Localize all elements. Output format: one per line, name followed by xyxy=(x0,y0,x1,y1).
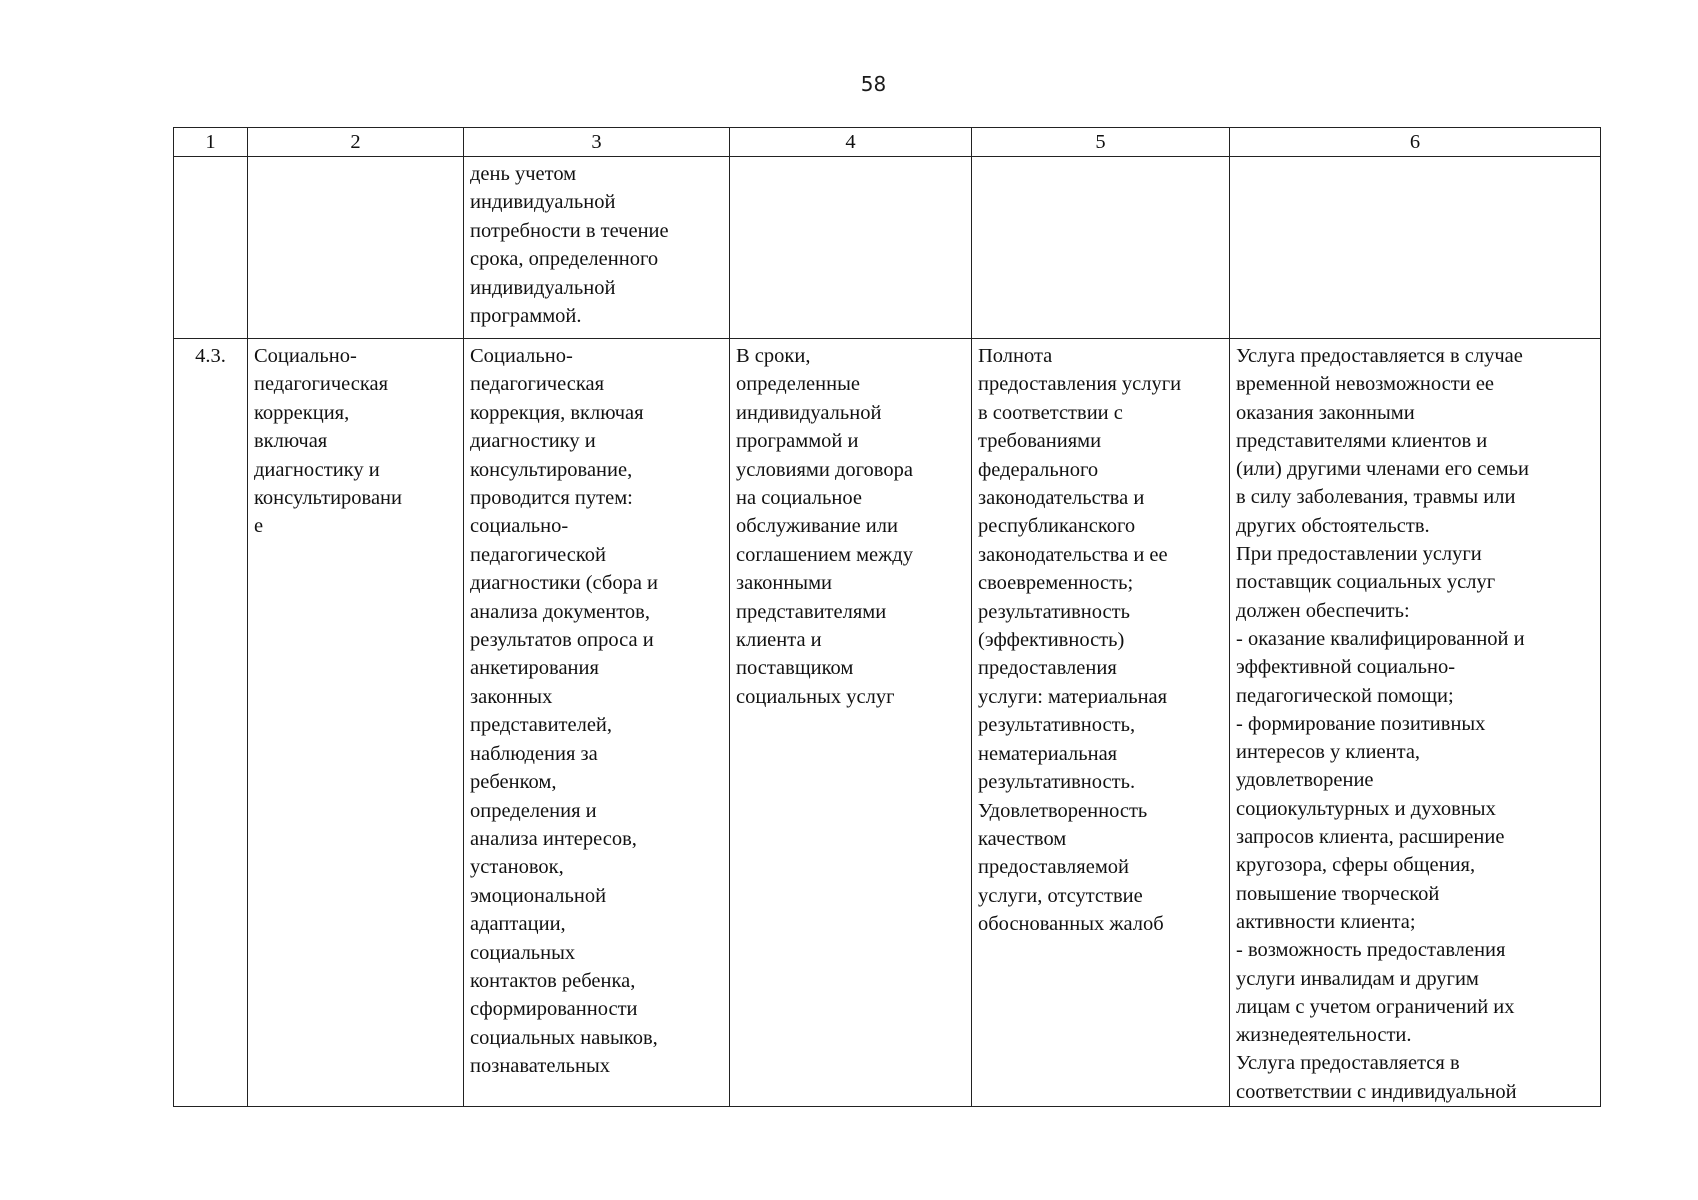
table-cell xyxy=(1230,157,1601,339)
table-row xyxy=(174,157,1601,339)
column-header: 2 xyxy=(248,128,464,157)
row-number-cell: 4.3. xyxy=(174,339,248,1107)
table-cell xyxy=(174,157,248,339)
service-conditions-cell: Услуга предоставляется в случае временной невозможности ее оказания законными представителями клиентов и (или) другими членами его семьи в силу заболевания, травмы или других обстоятельств. При предоставлении услуги поставщик социальных услуг должен обеспечить: - оказание квалифицированной и эффективной социально- педагогической помощи; - формирование позитивных интересов у клиента, удовлетворение социокультурных и духовных запросов клиента, расширение кругозора, сферы общения, повышение творческой активности клиента; - возможность предоставления услуги инвалидам и другим лицам с учетом ограничений их жизнедеятельности. Услуга предоставляется в соответствии с индивидуальной xyxy=(1230,339,1601,1107)
service-description-cell: Социально- педагогическая коррекция, включая диагностику и консультирование, проводится путем: социально- педагогической диагностики (сбора и анализа документов, результатов опроса и анкетирования законных представителей, наблюдения за ребенком, определения и анализа интересов, установок, эмоциональной адаптации, социальных контактов ребенка, сформированности социальных навыков, познавательных xyxy=(464,339,730,1107)
table-cell: день учетом индивидуальной потребности в течение срока, определенного индивидуальной программой. xyxy=(464,157,730,339)
table-cell xyxy=(248,157,464,339)
table-row xyxy=(174,339,1601,1107)
column-header: 6 xyxy=(1230,128,1601,157)
page-number: 58 xyxy=(860,72,887,96)
column-header: 1 xyxy=(174,128,248,157)
column-header: 3 xyxy=(464,128,730,157)
table-cell xyxy=(972,157,1230,339)
service-name-cell: Социально- педагогическая коррекция, включая диагностику и консультировани е xyxy=(248,339,464,1107)
services-table xyxy=(173,127,1601,1107)
quality-indicators-cell: Полнота предоставления услуги в соответствии с требованиями федерального законодательства и республиканского законодательства и ее своевременность; результативность (эффективность) предоставления услуги: материальная результативность, нематериальная результативность. Удовлетворенность качеством предоставляемой услуги, отсутствие обоснованных жалоб xyxy=(972,339,1230,1107)
column-header: 4 xyxy=(730,128,972,157)
table-header-row xyxy=(174,128,1601,157)
service-terms-cell: В сроки, определенные индивидуальной программой и условиями договора на социальное обслуживание или соглашением между законными представителями клиента и поставщиком социальных услуг xyxy=(730,339,972,1107)
column-header: 5 xyxy=(972,128,1230,157)
table-cell xyxy=(730,157,972,339)
